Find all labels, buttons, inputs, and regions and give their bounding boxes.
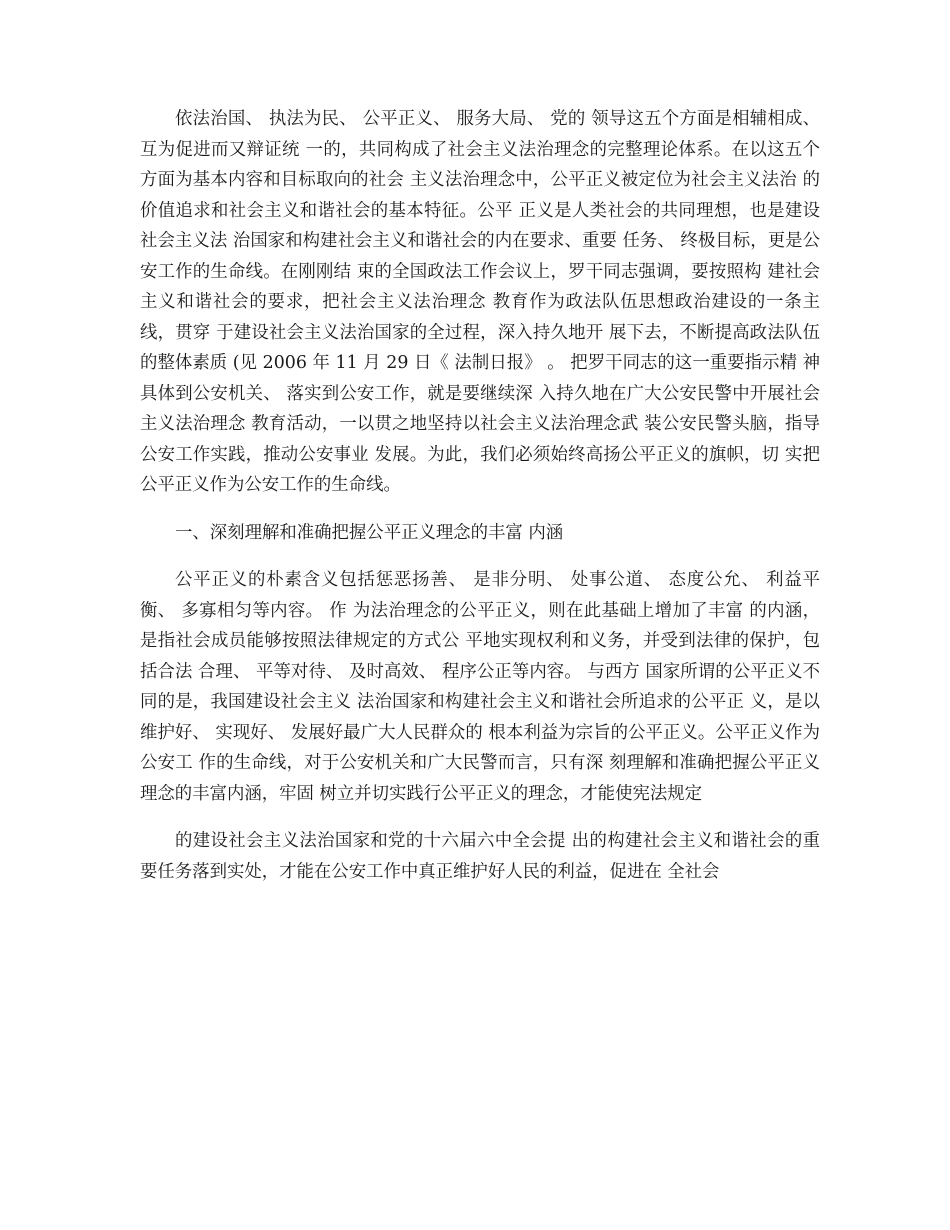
- document-page: [140, 104, 820, 904]
- paragraph-intro: 依法治国、 执法为民、 公平正义、 服务大局、 党的 领导这五个方面是相辅相成、互为促进而又辩证统 一的，共同构成了社会主义法治理念的完整理论体系。在以这五个方面为基本内容和目标取向的社会 主义法治理念中，公平正义被定位为社会主义法治 的价值追求和社会主义和谐社会的基本特征。公平 正义是人类社会的共同理想，也是建设社会主义法 治国家和构建社会主义和谐社会的内在要求、重要 任务、 终极目标，更是公安工作的生命线。在刚刚结 束的全国政法工作会议上，罗干同志强调，要按照构 建社会主义和谐社会的要求，把社会主义法治理念 教育作为政法队伍思想政治建设的一条主线，贯穿 于建设社会主义法治国家的全过程，深入持久地开 展下去，不断提高政法队伍的整体素质 (见 2006 年 11 月 29 日《 法制日报》 。 把罗干同志的这一重要指示精 神具体到公安机关、 落实到公安工作，就是要继续深 入持久地在广大公安民警中开展社会主义法治理念 教育活动，一以贯之地坚持以社会主义法治理念武 装公安民警头脑，指导公安工作实践，推动公安事业 发展。为此，我们必须始终高扬公平正义的旗帜，切 实把公平正义作为公安工作的生命线。: [140, 109, 820, 495]
- section-heading-1: 一、深刻理解和准确把握公平正义理念的丰富 内涵: [175, 522, 564, 543]
- paragraph-continuation: 的建设社会主义法治国家和党的十六届六中全会提 出的构建社会主义和谐社会的重要任务落到实处，才能在公安工作中真正维护好人民的利益，促进在 全社会: [140, 831, 820, 882]
- paragraph-fairness-meaning: 公平正义的朴素含义包括惩恶扬善、 是非分明、 处事公道、 态度公允、 利益平衡、 多寡相匀等内容。 作 为法治理念的公平正义，则在此基础上增加了丰富 的内涵，是指社会成员能够按照法律规定的方式公 平地实现权利和义务，并受到法律的保护，包括合法 合理、 平等对待、 及时高效、 程序公正等内容。 与西方 国家所谓的公平正义不同的是，我国建设社会主义 法治国家和构建社会主义和谐社会所追求的公平正 义，是以维护好、 实现好、 发展好最广大人民群众的 根本利益为宗旨的公平正义。公平正义作为公安工 作的生命线，对于公安机关和广大民警而言，只有深 刻理解和准确把握公平正义理念的丰富内涵，牢固 树立并切实践行公平正义的理念，才能使宪法规定: [140, 570, 820, 804]
